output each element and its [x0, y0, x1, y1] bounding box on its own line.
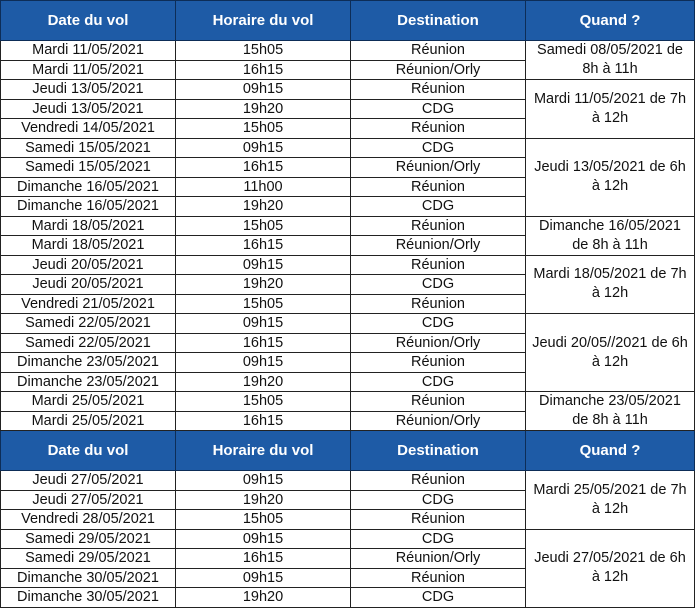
- destination-cell: Réunion: [351, 471, 526, 491]
- flight-time-cell: 15h05: [176, 216, 351, 236]
- table-row: [1, 314, 695, 334]
- flight-date-cell: Jeudi 27/05/2021: [1, 471, 176, 491]
- flight-date-cell: Samedi 22/05/2021: [1, 314, 176, 334]
- quand-cell: Samedi 08/05/2021 de 8h à 11h: [526, 41, 695, 80]
- flight-date-cell: Mardi 25/05/2021: [1, 392, 176, 412]
- flight-time-cell: 19h20: [176, 490, 351, 510]
- flight-date-cell: Jeudi 13/05/2021: [1, 80, 176, 100]
- flight-date-cell: Mardi 18/05/2021: [1, 216, 176, 236]
- quand-cell: Dimanche 23/05/2021 de 8h à 11h: [526, 392, 695, 431]
- flight-time-cell: 09h15: [176, 255, 351, 275]
- flight-time-cell: 19h20: [176, 275, 351, 295]
- destination-cell: CDG: [351, 529, 526, 549]
- table-row: [1, 471, 695, 491]
- header-quand: Quand ?: [526, 431, 695, 471]
- destination-cell: Réunion/Orly: [351, 158, 526, 178]
- flight-time-cell: 15h05: [176, 392, 351, 412]
- destination-cell: Réunion: [351, 177, 526, 197]
- flight-date-cell: Mardi 11/05/2021: [1, 41, 176, 61]
- flight-date-cell: Samedi 15/05/2021: [1, 158, 176, 178]
- destination-cell: Réunion: [351, 255, 526, 275]
- flight-time-cell: 09h15: [176, 80, 351, 100]
- quand-cell: Mardi 11/05/2021 de 7h à 12h: [526, 80, 695, 139]
- flight-time-cell: 16h15: [176, 549, 351, 569]
- flight-date-cell: Samedi 22/05/2021: [1, 333, 176, 353]
- flight-date-cell: Vendredi 14/05/2021: [1, 119, 176, 139]
- destination-cell: Réunion: [351, 216, 526, 236]
- quand-cell: Jeudi 20/05//2021 de 6h à 12h: [526, 314, 695, 392]
- flight-time-cell: 16h15: [176, 158, 351, 178]
- flight-time-cell: 15h05: [176, 510, 351, 530]
- quand-cell: Jeudi 27/05/2021 de 6h à 12h: [526, 529, 695, 607]
- table-row: [1, 529, 695, 549]
- flight-time-cell: 16h15: [176, 411, 351, 431]
- destination-cell: CDG: [351, 314, 526, 334]
- header-destination: Destination: [351, 1, 526, 41]
- quand-cell: Mardi 18/05/2021 de 7h à 12h: [526, 255, 695, 314]
- flight-time-cell: 09h15: [176, 138, 351, 158]
- flight-date-cell: Dimanche 23/05/2021: [1, 372, 176, 392]
- flight-date-cell: Jeudi 27/05/2021: [1, 490, 176, 510]
- quand-cell: Jeudi 13/05/2021 de 6h à 12h: [526, 138, 695, 216]
- header-destination: Destination: [351, 431, 526, 471]
- flight-date-cell: Mardi 18/05/2021: [1, 236, 176, 256]
- destination-cell: Réunion/Orly: [351, 60, 526, 80]
- quand-cell: Mardi 25/05/2021 de 7h à 12h: [526, 471, 695, 530]
- table-row: [1, 392, 695, 412]
- header-date-du-vol: Date du vol: [1, 431, 176, 471]
- table-row: [1, 255, 695, 275]
- flight-date-cell: Samedi 15/05/2021: [1, 138, 176, 158]
- flight-date-cell: Dimanche 30/05/2021: [1, 588, 176, 608]
- flight-date-cell: Dimanche 23/05/2021: [1, 353, 176, 373]
- flight-time-cell: 09h15: [176, 568, 351, 588]
- destination-cell: Réunion/Orly: [351, 549, 526, 569]
- flight-time-cell: 09h15: [176, 314, 351, 334]
- table-row: [1, 138, 695, 158]
- flight-time-cell: 19h20: [176, 588, 351, 608]
- flight-date-cell: Dimanche 16/05/2021: [1, 177, 176, 197]
- destination-cell: Réunion/Orly: [351, 411, 526, 431]
- destination-cell: CDG: [351, 588, 526, 608]
- destination-cell: Réunion: [351, 392, 526, 412]
- flight-time-cell: 15h05: [176, 41, 351, 61]
- header-horaire-du-vol: Horaire du vol: [176, 1, 351, 41]
- quand-cell: Dimanche 16/05/2021 de 8h à 11h: [526, 216, 695, 255]
- table-row: [1, 216, 695, 236]
- destination-cell: CDG: [351, 138, 526, 158]
- header-date-du-vol: Date du vol: [1, 1, 176, 41]
- flight-date-cell: Dimanche 16/05/2021: [1, 197, 176, 217]
- flight-date-cell: Mardi 25/05/2021: [1, 411, 176, 431]
- destination-cell: Réunion: [351, 80, 526, 100]
- flight-date-cell: Samedi 29/05/2021: [1, 529, 176, 549]
- flight-time-cell: 15h05: [176, 119, 351, 139]
- destination-cell: Réunion: [351, 568, 526, 588]
- flight-date-cell: Samedi 29/05/2021: [1, 549, 176, 569]
- destination-cell: CDG: [351, 372, 526, 392]
- destination-cell: CDG: [351, 197, 526, 217]
- destination-cell: CDG: [351, 99, 526, 119]
- destination-cell: CDG: [351, 490, 526, 510]
- flight-time-cell: 09h15: [176, 353, 351, 373]
- flight-time-cell: 09h15: [176, 529, 351, 549]
- flight-time-cell: 16h15: [176, 333, 351, 353]
- destination-cell: CDG: [351, 275, 526, 295]
- flight-time-cell: 19h20: [176, 372, 351, 392]
- header-row: [1, 1, 695, 41]
- flight-time-cell: 19h20: [176, 99, 351, 119]
- table-row: [1, 41, 695, 61]
- table-row: [1, 80, 695, 100]
- flight-date-cell: Dimanche 30/05/2021: [1, 568, 176, 588]
- flight-date-cell: Vendredi 21/05/2021: [1, 294, 176, 314]
- flight-date-cell: Jeudi 20/05/2021: [1, 275, 176, 295]
- header-horaire-du-vol: Horaire du vol: [176, 431, 351, 471]
- flight-time-cell: 11h00: [176, 177, 351, 197]
- destination-cell: Réunion/Orly: [351, 236, 526, 256]
- flight-date-cell: Jeudi 13/05/2021: [1, 99, 176, 119]
- header-quand: Quand ?: [526, 1, 695, 41]
- destination-cell: Réunion: [351, 353, 526, 373]
- flight-date-cell: Mardi 11/05/2021: [1, 60, 176, 80]
- header-row: [1, 431, 695, 471]
- destination-cell: Réunion: [351, 294, 526, 314]
- flight-schedule-body: [1, 1, 695, 608]
- flight-time-cell: 15h05: [176, 294, 351, 314]
- destination-cell: Réunion: [351, 119, 526, 139]
- destination-cell: Réunion: [351, 510, 526, 530]
- flight-date-cell: Jeudi 20/05/2021: [1, 255, 176, 275]
- destination-cell: Réunion: [351, 41, 526, 61]
- flight-time-cell: 09h15: [176, 471, 351, 491]
- flight-time-cell: 16h15: [176, 60, 351, 80]
- flight-time-cell: 16h15: [176, 236, 351, 256]
- destination-cell: Réunion/Orly: [351, 333, 526, 353]
- flight-time-cell: 19h20: [176, 197, 351, 217]
- flight-date-cell: Vendredi 28/05/2021: [1, 510, 176, 530]
